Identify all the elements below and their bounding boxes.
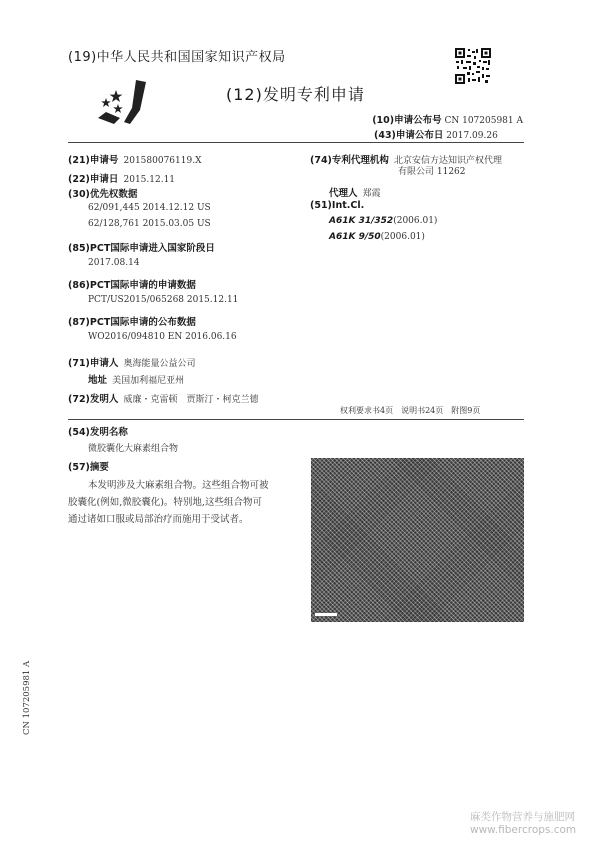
agent: 郑霞	[362, 189, 381, 199]
address-label: 地址	[88, 375, 108, 386]
filing-date-row	[68, 167, 175, 186]
abstract-line-3: 通过诸如口服或局部治疗而施用于受试者。	[68, 514, 249, 525]
pct-entry-label: (85)PCT国际申请进入国家阶段日	[68, 243, 215, 254]
agency-label: (74)专利代理机构	[310, 155, 389, 166]
pct-publication-data: WO2016/094810 EN 2016.06.16	[88, 332, 237, 342]
applicant-label: (71)申请人	[68, 358, 119, 369]
filing-date-label: (22)申请日	[68, 174, 119, 185]
int-cl-label: (51)Int.Cl.	[310, 200, 365, 211]
side-publication-number: CN 107205981 A	[22, 660, 32, 735]
ipc-entry-1	[329, 216, 437, 226]
agency-line-2: 有限公司 11262	[398, 167, 466, 177]
address: 美国加利福尼亚州	[112, 376, 185, 386]
scale-bar	[315, 613, 337, 616]
watermark-site-name: 麻类作物营养与施肥网	[470, 811, 575, 823]
pct-application-data: PCT/US2015/065268 2015.12.11	[88, 295, 239, 305]
ipc-2-year: (2006.01)	[380, 232, 425, 242]
filing-date: 2015.12.11	[123, 175, 176, 185]
title-label: (54)发明名称	[68, 427, 128, 438]
application-number-label: (21)申请号	[68, 155, 119, 166]
invention-title: 微胶囊化大麻素组合物	[88, 444, 179, 454]
patent-office-name: (19)中华人民共和国国家知识产权局	[68, 50, 286, 65]
pct-entry-date: 2017.08.14	[88, 258, 140, 268]
publication-date-row	[374, 127, 498, 141]
abstract-line-1: 本发明涉及大麻素组合物。这些组合物可被	[88, 480, 269, 491]
agent-label: 代理人	[329, 188, 358, 199]
header-divider	[68, 142, 524, 143]
ipc-1-year: (2006.01)	[393, 216, 438, 226]
qr-code	[455, 48, 491, 84]
inventors: 威廉・克雷顿 贾斯汀・柯克兰德	[123, 395, 259, 405]
agency: 北京安信方达知识产权代理	[394, 156, 503, 166]
priority-entry-2: 62/128,761 2015.03.05 US	[88, 219, 211, 229]
ipc-entry-2	[329, 232, 425, 242]
pages-divider	[68, 419, 524, 420]
publication-number-label: (10)申请公布号	[372, 115, 442, 126]
publication-number-row	[372, 112, 523, 126]
abstract-label: (57)摘要	[68, 462, 109, 473]
inventor-label: (72)发明人	[68, 394, 119, 405]
abstract-line-2: 胶囊化(例如,微胶囊化)。特别地,这些组合物可	[68, 497, 262, 508]
publication-number: CN 107205981 A	[444, 116, 523, 126]
priority-label: (30)优先权数据	[68, 189, 138, 200]
pages-info: 权利要求书4页 说明书24页 附图9页	[340, 406, 481, 415]
document-type: (12)发明专利申请	[226, 85, 365, 104]
priority-entry-1: 62/091,445 2014.12.12 US	[88, 203, 211, 213]
publication-date: 2017.09.26	[446, 131, 498, 141]
applicant: 奥海能量公益公司	[123, 359, 196, 369]
ipc-2-code: A61K 9/50	[329, 232, 381, 242]
abstract-figure	[311, 458, 524, 622]
application-number: 201580076119.X	[123, 156, 202, 166]
cnipa-logo	[96, 78, 154, 126]
agent-row	[329, 181, 381, 200]
watermark-url: www.fibercrops.com	[470, 824, 577, 836]
ipc-1-code: A61K 31/352	[329, 216, 394, 226]
address-row	[88, 368, 184, 387]
pct-publication-label: (87)PCT国际申请的公布数据	[68, 317, 196, 328]
application-number-row	[68, 148, 201, 167]
pct-application-label: (86)PCT国际申请的申请数据	[68, 280, 196, 291]
publication-date-label: (43)申请公布日	[374, 130, 444, 141]
inventor-row	[68, 387, 259, 406]
